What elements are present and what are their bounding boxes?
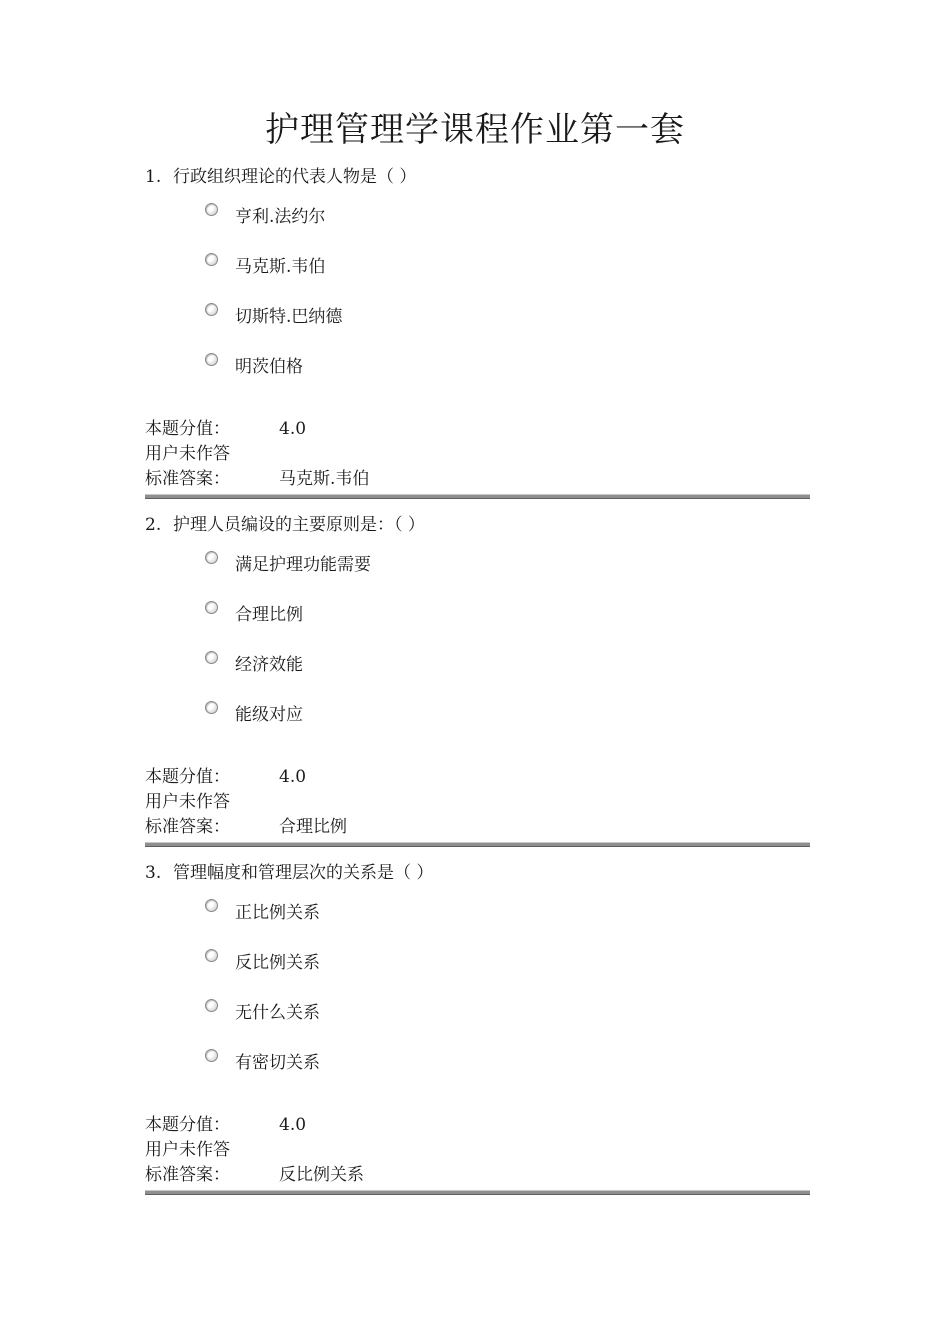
option-label: 经济效能 xyxy=(235,655,303,675)
status-row xyxy=(145,1138,810,1163)
divider xyxy=(145,1190,810,1195)
option-3[interactable] xyxy=(205,303,810,353)
option-label: 切斯特.巴纳德 xyxy=(235,307,343,327)
radio-button[interactable] xyxy=(205,651,218,664)
answer-status: 用户未作答 xyxy=(145,1140,230,1160)
status-row xyxy=(145,442,810,467)
option-3[interactable] xyxy=(205,651,810,701)
score-value: 4.0 xyxy=(279,767,307,787)
option-3[interactable] xyxy=(205,999,810,1049)
question-stem: 行政组织理论的代表人物是（ ） xyxy=(173,167,417,187)
question-number: 2. xyxy=(145,515,162,535)
score-label: 本题分值： xyxy=(145,419,230,439)
radio-button[interactable] xyxy=(205,1049,218,1062)
question-text xyxy=(145,861,810,885)
option-label: 能级对应 xyxy=(235,705,303,725)
radio-button[interactable] xyxy=(205,203,218,216)
answer-label: 标准答案： xyxy=(145,469,230,489)
option-label: 马克斯.韦伯 xyxy=(235,257,326,277)
radio-button[interactable] xyxy=(205,303,218,316)
status-row xyxy=(145,790,810,815)
option-1[interactable] xyxy=(205,203,810,253)
score-value: 4.0 xyxy=(279,1115,307,1135)
option-2[interactable] xyxy=(205,949,810,999)
score-row xyxy=(145,1113,810,1138)
question-1 xyxy=(145,165,810,499)
question-2 xyxy=(145,513,810,847)
score-row xyxy=(145,765,810,790)
answer-value: 合理比例 xyxy=(279,817,347,837)
answer-row xyxy=(145,467,810,492)
score-label: 本题分值： xyxy=(145,1115,230,1135)
option-label: 满足护理功能需要 xyxy=(235,555,371,575)
score-row xyxy=(145,417,810,442)
option-label: 合理比例 xyxy=(235,605,303,625)
question-text xyxy=(145,165,810,189)
option-label: 无什么关系 xyxy=(235,1003,320,1023)
answer-row xyxy=(145,815,810,840)
option-list xyxy=(205,203,810,403)
question-number: 3. xyxy=(145,863,162,883)
radio-button[interactable] xyxy=(205,999,218,1012)
radio-button[interactable] xyxy=(205,551,218,564)
question-meta xyxy=(145,765,810,840)
option-label: 反比例关系 xyxy=(235,953,320,973)
divider xyxy=(145,842,810,847)
question-meta xyxy=(145,417,810,492)
question-text xyxy=(145,513,810,537)
option-2[interactable] xyxy=(205,601,810,651)
answer-label: 标准答案： xyxy=(145,1165,230,1185)
radio-button[interactable] xyxy=(205,701,218,714)
option-label: 亨利.法约尔 xyxy=(235,207,326,227)
option-1[interactable] xyxy=(205,551,810,601)
answer-status: 用户未作答 xyxy=(145,792,230,812)
question-number: 1. xyxy=(145,167,162,187)
page-title: 护理管理学课程作业第一套 xyxy=(265,110,685,150)
option-list xyxy=(205,899,810,1099)
question-stem: 管理幅度和管理层次的关系是（ ） xyxy=(173,863,434,883)
option-2[interactable] xyxy=(205,253,810,303)
radio-button[interactable] xyxy=(205,601,218,614)
option-label: 明茨伯格 xyxy=(235,357,303,377)
divider xyxy=(145,494,810,499)
question-stem: 护理人员编设的主要原则是：（ ） xyxy=(173,515,425,535)
question-3 xyxy=(145,861,810,1195)
score-value: 4.0 xyxy=(279,419,307,439)
radio-button[interactable] xyxy=(205,253,218,266)
answer-value: 反比例关系 xyxy=(279,1165,364,1185)
option-list xyxy=(205,551,810,751)
option-4[interactable] xyxy=(205,1049,810,1099)
answer-value: 马克斯.韦伯 xyxy=(279,469,370,489)
option-4[interactable] xyxy=(205,353,810,403)
answer-row xyxy=(145,1163,810,1188)
radio-button[interactable] xyxy=(205,949,218,962)
answer-label: 标准答案： xyxy=(145,817,230,837)
radio-button[interactable] xyxy=(205,899,218,912)
radio-button[interactable] xyxy=(205,353,218,366)
option-label: 有密切关系 xyxy=(235,1053,320,1073)
option-1[interactable] xyxy=(205,899,810,949)
answer-status: 用户未作答 xyxy=(145,444,230,464)
question-meta xyxy=(145,1113,810,1188)
option-4[interactable] xyxy=(205,701,810,751)
option-label: 正比例关系 xyxy=(235,903,320,923)
score-label: 本题分值： xyxy=(145,767,230,787)
